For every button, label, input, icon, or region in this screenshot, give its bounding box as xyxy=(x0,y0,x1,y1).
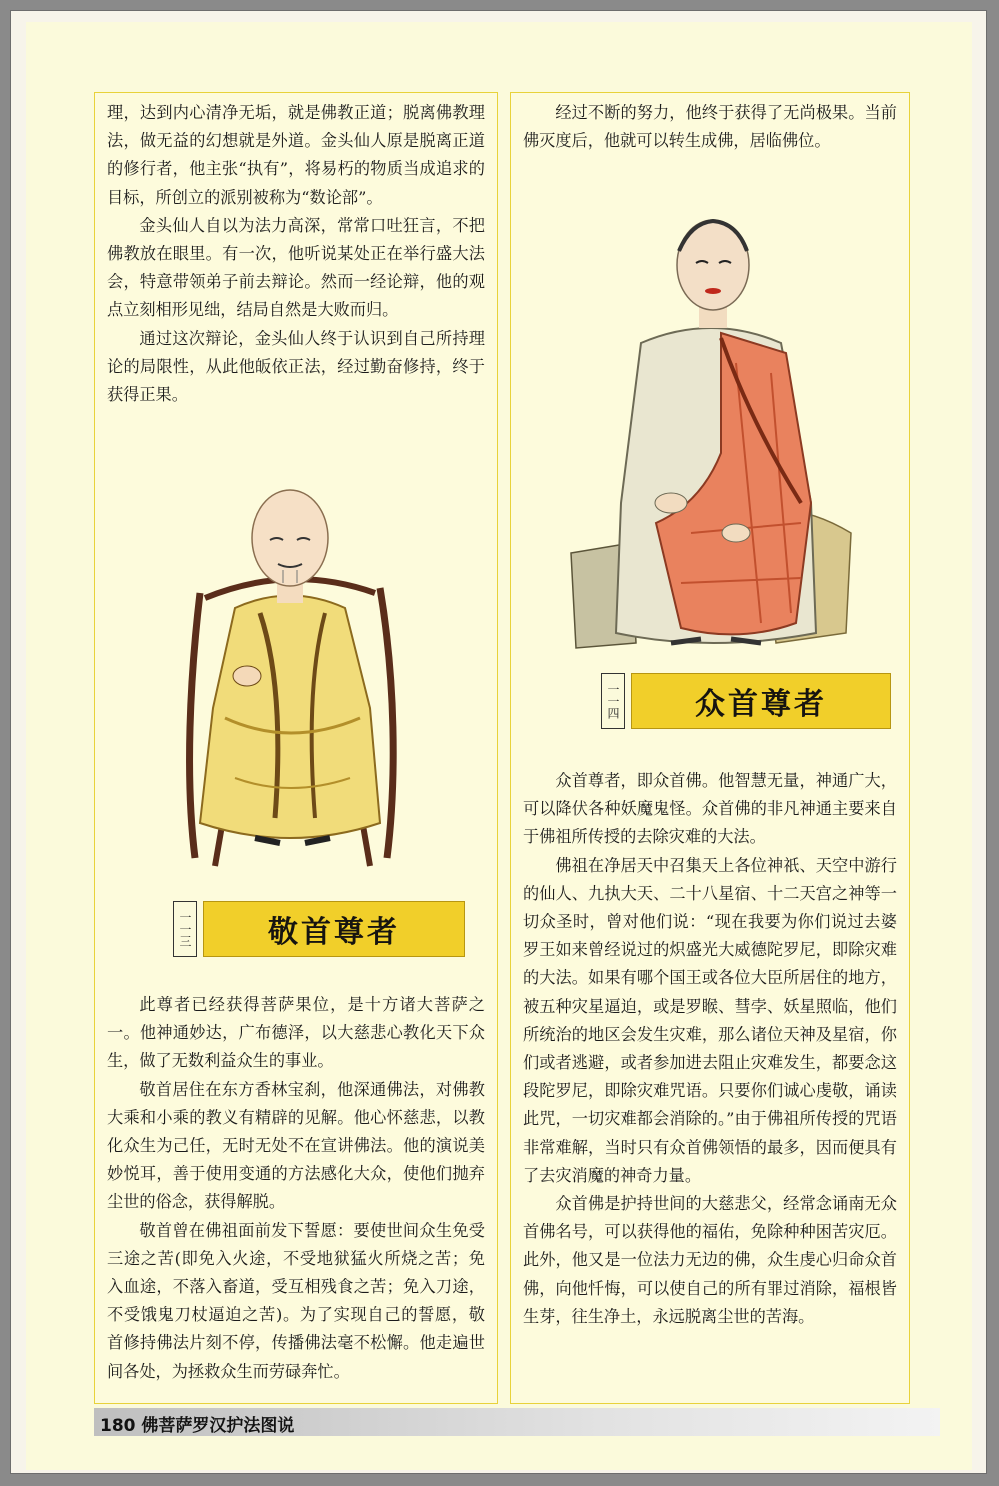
section-title: 敬首尊者 xyxy=(203,901,465,957)
paragraph: 众首尊者，即众首佛。他智慧无量，神通广大，可以降伏各种妖魔鬼怪。众首佛的非凡神通主要来自于佛祖所传授的去除灾难的大法。 xyxy=(523,771,897,847)
paragraph: 敬首居住在东方香林宝刹，他深通佛法，对佛教大乘和小乘的教义有精辟的见解。他心怀慈悲，以教化众生为己任，无时无处不在宣讲佛法。他的演说美妙悦耳，善于使用变通的方法感化大众，使他们抛弃尘世的俗念，获得解脱。 xyxy=(107,1079,485,1212)
book-page xyxy=(26,22,972,1470)
right-intro-text xyxy=(523,99,897,155)
book-title: 佛菩萨罗汉护法图说 xyxy=(141,1416,295,1436)
paragraph: 金头仙人自以为法力高深，常常口吐狂言，不把佛教放在眼里。有一次，他听说某处正在举行盛大法会，特意带领弟子前去辩论。然而一经论辩，他的观点立刻相形见绌，结局自然是大败而归。 xyxy=(107,215,485,320)
section-title-jingshou xyxy=(173,901,465,955)
jingshou-portrait-illustration xyxy=(165,478,415,873)
section-number: 一一四 xyxy=(601,673,625,729)
zhongshou-portrait-illustration xyxy=(561,203,861,653)
left-column xyxy=(94,92,498,1404)
paragraph: 佛祖在净居天中召集天上各位神祇、天空中游行的仙人、九执大天、二十八星宿、十二天宫之神等一切众圣时，曾对他们说：“现在我要为你们说过去婆罗王如来曾经说过的炽盛光大威德陀罗尼，即除灾难的大法。如果有哪个国王或各位大臣所居住的地方，被五种灾星逼迫，或是罗睺、彗孛、妖星照临，他们所统治的地区会发生灾难，那么诸位天神及星宿，你们或者逃避，或者参加进去阻止灾难发生，都要念这段陀罗尼，即除灾难咒语。只要你们诚心虔敬，诵读此咒，一切灾难都会消除的。”由于佛祖所传授的咒语非常难解，当时只有众首佛领悟的最多，因而便具有了去灾消魔的神奇力量。 xyxy=(523,855,897,1185)
section-title: 众首尊者 xyxy=(631,673,891,729)
paragraph: 敬首曾在佛祖面前发下誓愿：要使世间众生免受三途之苦(即免入火途，不受地狱猛火所烧之苦；免入血途，不落入畜道，受互相残食之苦；免入刀途，不受饿鬼刀杖逼迫之苦)。为了实现自己的誓愿，敬首修持佛法片刻不停，传播佛法毫不松懈。他走遍世间各处，为拯救众生而劳碌奔忙。 xyxy=(107,1220,485,1381)
right-section-text xyxy=(523,767,897,1331)
paragraph: 通过这次辩论，金头仙人终于认识到自己所持理论的局限性，从此他皈依正法，经过勤奋修持，终于获得正果。 xyxy=(107,328,485,405)
section-title-zhongshou xyxy=(601,673,891,727)
right-column xyxy=(510,92,910,1404)
paragraph: 众首佛是护持世间的大慈悲父，经常念诵南无众首佛名号，可以获得他的福佑，免除种种困苦灾厄。此外，他又是一位法力无边的佛，众生虔心归命众首佛，向他忏悔，可以使自己的所有罪过消除，福根皆生芽，往生净土，永远脱离尘世的苦海。 xyxy=(523,1194,897,1326)
paragraph: 此尊者已经获得菩萨果位，是十方诸大菩萨之一。他神通妙达，广布德泽，以大慈悲心教化天下众生，做了无数利益众生的事业。 xyxy=(107,995,485,1071)
page-number: 180 xyxy=(100,1416,136,1436)
left-intro-text xyxy=(107,99,485,409)
paragraph: 经过不断的努力，他终于获得了无尚极果。当前佛灭度后，他就可以转生成佛，居临佛位。 xyxy=(523,103,897,151)
page-footer xyxy=(94,1408,940,1436)
left-section-text xyxy=(107,991,485,1386)
footer-text xyxy=(100,1411,294,1436)
section-number: 一一三 xyxy=(173,901,197,957)
paragraph: 理，达到内心清净无垢，就是佛教正道；脱离佛教理法，做无益的幻想就是外道。金头仙人原是脱离正道的修行者，他主张“执有”，将易朽的物质当成追求的目标，所创立的派别被称为“数论部”。 xyxy=(107,103,485,207)
